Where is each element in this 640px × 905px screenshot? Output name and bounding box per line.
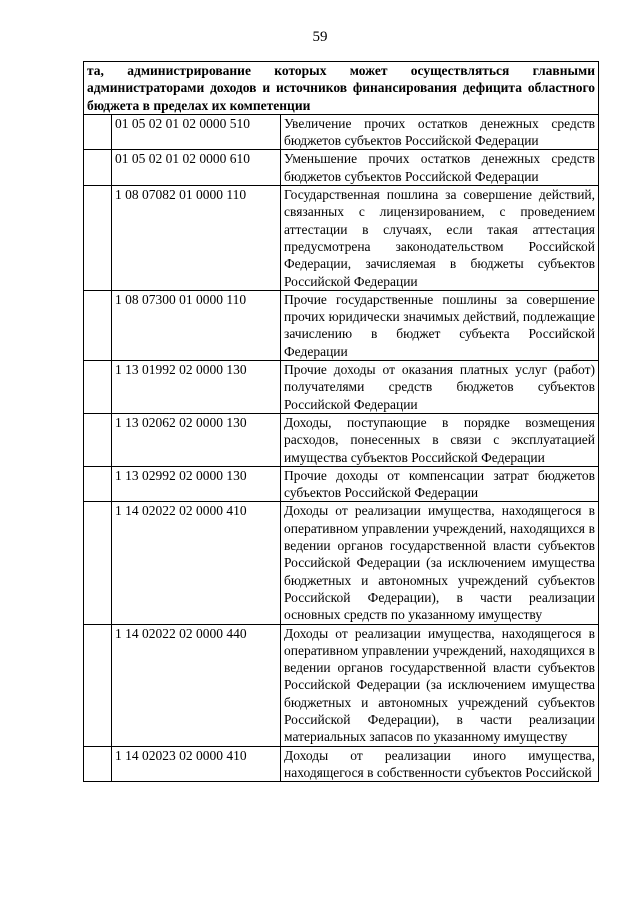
row-number-cell xyxy=(84,114,112,150)
budget-code-cell: 1 13 01992 02 0000 130 xyxy=(112,361,281,414)
description-cell: Доходы от реализации имущества, находящегося в оперативном управлении учреждений, находящихся в ведении органов государственной власти субъектов Российской Федерации (за исключением имущества бюджетных и автономных учреждений субъектов Российской Федерации), в части реализации материальных запасов по указанному имуществу xyxy=(281,624,599,746)
table-row xyxy=(84,150,599,186)
table-row xyxy=(84,186,599,291)
table-row xyxy=(84,413,599,466)
description-cell: Прочие государственные пошлины за совершение прочих юридически значимых действий, подлежащие зачислению в бюджет субъекта Российской Федерации xyxy=(281,290,599,360)
description-cell: Доходы от реализации иного имущества, находящегося в собственности субъектов Российской xyxy=(281,746,599,782)
description-cell: Доходы от реализации имущества, находящегося в оперативном управлении учреждений, находящихся в ведении органов государственной власти субъектов Российской Федерации (за исключением имущества бюджетных и автономных учреждений субъектов Российской Федерации), в части реализации основных средств по указанному имуществу xyxy=(281,502,599,624)
budget-code-cell: 1 08 07082 01 0000 110 xyxy=(112,186,281,291)
description-cell: Доходы, поступающие в порядке возмещения расходов, понесенных в связи с эксплуатацией имущества субъектов Российской Федерации xyxy=(281,413,599,466)
description-cell: Государственная пошлина за совершение действий, связанных с лицензированием, с проведением аттестации в случаях, если такая аттестация предусмотрена законодательством Российской Федерации, зачисляемая в бюджеты субъектов Российской Федерации xyxy=(281,186,599,291)
budget-code-cell: 1 08 07300 01 0000 110 xyxy=(112,290,281,360)
row-number-cell xyxy=(84,186,112,291)
revenue-codes-table xyxy=(83,61,599,782)
budget-code-cell: 01 05 02 01 02 0000 510 xyxy=(112,114,281,150)
table-row xyxy=(84,624,599,746)
row-number-cell xyxy=(84,746,112,782)
table-row xyxy=(84,114,599,150)
description-cell: Уменьшение прочих остатков денежных средств бюджетов субъектов Российской Федерации xyxy=(281,150,599,186)
budget-code-cell: 01 05 02 01 02 0000 610 xyxy=(112,150,281,186)
description-cell: Прочие доходы от компенсации затрат бюджетов субъектов Российской Федерации xyxy=(281,466,599,502)
row-number-cell xyxy=(84,502,112,624)
table-row xyxy=(84,361,599,414)
page-number: 59 xyxy=(312,29,328,45)
budget-code-cell: 1 14 02022 02 0000 440 xyxy=(112,624,281,746)
table-row xyxy=(84,502,599,624)
description-cell: Прочие доходы от оказания платных услуг (работ) получателями средств бюджетов субъектов Российской Федерации xyxy=(281,361,599,414)
row-number-cell xyxy=(84,413,112,466)
table-header-text: та, администрирование которых может осуществляться главными администраторами доходов и источников финансирования дефицита областного бюджета в пределах их компетенции xyxy=(84,62,599,115)
description-cell: Увеличение прочих остатков денежных средств бюджетов субъектов Российской Федерации xyxy=(281,114,599,150)
row-number-cell xyxy=(84,466,112,502)
budget-code-cell: 1 13 02062 02 0000 130 xyxy=(112,413,281,466)
table-header-row xyxy=(84,62,599,115)
table-row xyxy=(84,466,599,502)
table-row xyxy=(84,746,599,782)
budget-code-cell: 1 13 02992 02 0000 130 xyxy=(112,466,281,502)
table-row xyxy=(84,290,599,360)
row-number-cell xyxy=(84,361,112,414)
row-number-cell xyxy=(84,290,112,360)
row-number-cell xyxy=(84,624,112,746)
row-number-cell xyxy=(84,150,112,186)
budget-code-cell: 1 14 02022 02 0000 410 xyxy=(112,502,281,624)
budget-code-cell: 1 14 02023 02 0000 410 xyxy=(112,746,281,782)
